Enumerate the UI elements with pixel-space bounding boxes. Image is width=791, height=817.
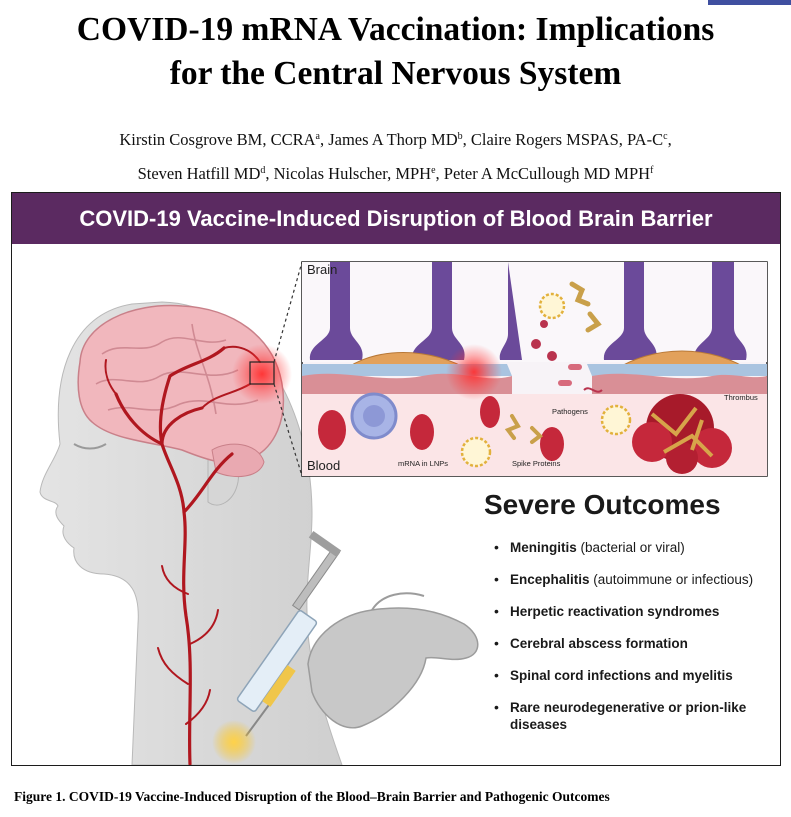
figure-banner: COVID-19 Vaccine-Induced Disruption of Blood Brain Barrier (12, 193, 780, 244)
lnp-icon (462, 438, 490, 466)
lnp-icon (602, 406, 630, 434)
inset-label-mrna: mRNA in LNPs (398, 459, 449, 468)
pathogen-icon (547, 351, 557, 361)
outcome-item: • Cerebral abscess formation (494, 635, 764, 652)
inset-label-pathogens: Pathogens (552, 407, 588, 416)
title-line-2: for the Central Nervous System (169, 55, 622, 92)
figure-caption: Figure 1. COVID-19 Vaccine-Induced Disruption of the Blood–Brain Barrier and Pathogenic Outcomes (14, 789, 610, 804)
outcome-item: • Spinal cord infections and myelitis (494, 667, 764, 684)
author: Claire Rogers MSPAS, $PA-C^c$, (470, 130, 672, 149)
bbb-inset (302, 262, 767, 476)
pathogen-icon (531, 339, 541, 349)
inset-label-spike: Spike Proteins (512, 459, 561, 468)
inset-label-thrombus: Thrombus (724, 393, 758, 402)
inset-label-blood: Blood (307, 458, 341, 473)
author: Peter A McCullough MD MPH$^f$ (443, 164, 654, 183)
outcome-item: • Meningitis (bacterial or viral) (494, 539, 764, 556)
outcome-item: • Rare neurodegenerative or prion-like diseases (494, 699, 764, 733)
outcomes-list (494, 539, 764, 733)
title-line-1: COVID-19 mRNA Vaccination: Implications (76, 11, 715, 48)
injection-site-glow (212, 720, 256, 764)
authors-line-2 (0, 161, 791, 184)
author: Steven Hatfill $MD^d$, (137, 164, 274, 183)
author: Nicolas Hulscher, MPH$^e$, (273, 164, 444, 183)
pathogen-icon (540, 320, 548, 328)
figure-panel (11, 192, 781, 766)
authors-line-1 (0, 127, 791, 150)
inset-label-brain: Brain (307, 262, 338, 277)
pathogen-icon (558, 380, 572, 386)
pathogen-icon (568, 364, 582, 370)
paper-title (0, 8, 791, 96)
lnp-icon (540, 294, 564, 318)
gloved-hand (308, 608, 478, 728)
outcomes-title: Severe Outcomes (484, 489, 721, 520)
outcome-item: • Encephalitis (autoimmune or infectious) (494, 571, 764, 588)
author: Kirstin Cosgrove BM, CCRA$^a$, (119, 130, 329, 149)
outcome-item: • Herpetic reactivation syndromes (494, 603, 764, 620)
top-edge-bar (708, 0, 791, 5)
brain-inflammation-glow (232, 344, 292, 404)
author: James A Thorp $MD^b$, (328, 130, 471, 149)
